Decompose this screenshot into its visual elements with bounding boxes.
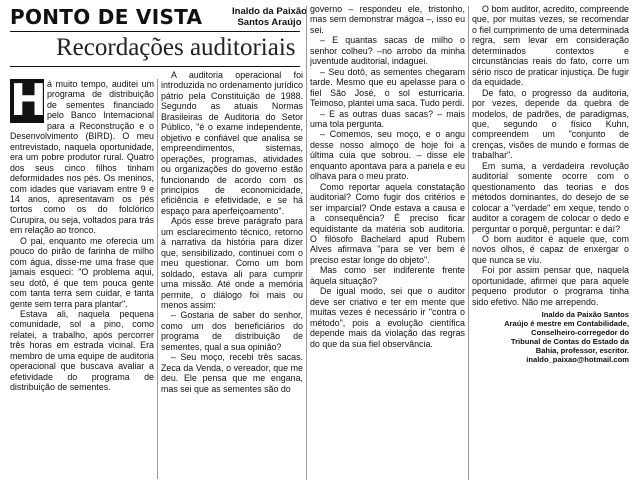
paragraph: governo – respondeu ele, tristonho, mas sem demonstrar mágoa –, isso eu sei. <box>310 4 465 35</box>
article-column-1 <box>10 79 154 480</box>
paragraph: – Seu moço, recebi três sacas. Zeca da Venda, o vereador, que me deu. Ele pensa que me engana, mas sei que as sementes são do <box>161 352 303 394</box>
article-column-2 <box>161 70 303 480</box>
author-signature <box>472 310 629 364</box>
signature-line: Conselheiro-corregedor do <box>531 328 629 338</box>
author-email: inaldo_paixao@hotmail.com <box>526 355 629 365</box>
article-title: Recordações auditoriais <box>56 34 296 61</box>
article-column-3 <box>310 4 465 480</box>
paragraph: – E as outras duas sacas? – mais uma tola pergunta. <box>310 108 465 129</box>
title-rule-bottom <box>10 66 300 67</box>
paragraph: Foi por assim pensar que, naquela oportunidade, afirmei que para aquele pequeno produtor o programa tinha sido efetivo. Não me arrependo. <box>472 265 629 307</box>
signature-line: Bahia, professor, escritor. <box>535 346 629 356</box>
signature-line: Inaldo da Paixão Santos <box>541 310 629 320</box>
drop-cap: H <box>10 79 47 126</box>
column-divider <box>157 79 158 479</box>
author-byline <box>232 6 307 28</box>
paragraph: – Seu dotô, as sementes chegaram tarde. Mesmo que eu apelasse para o fiel São José, o sol esturricaria. Teimoso, plantei uma saca. Tudo perdi. <box>310 66 465 109</box>
signature-line: Tribunal de Contas do Estado da <box>510 337 629 347</box>
paragraph: A auditoria operacional foi introduzida no ordenamento jurídico pátrio pela Constituição de 1988. Segundo as atuais Normas Brasileiras de Auditoria do Setor Público, "é o exame independente, objetivo e confiável que analisa se empreendimentos, sistemas, operações, programas, atividades ou organizações do governo estão funcionando de acordo com os princípios de economicidade, eficiência e efetividade, e se há espaço para aperfeiçoamento". <box>161 70 303 216</box>
paragraph: Como reportar aquela constatação auditorial? Como fugir dos critérios e ser imparcial? Onde estava a causa e a consequência? É preciso ficar equidistante da matéria sob auditoria. O filósofo Bachelard apud Rubem Alves afirmava "para se ver bem é preciso estar longe do objeto". <box>310 181 465 265</box>
signature-line: Araújo é mestre em Contabilidade, <box>504 319 629 329</box>
section-kicker: PONTO DE VISTA <box>10 5 203 29</box>
author-name-line-1: Inaldo da Paixão <box>232 6 307 17</box>
paragraph: – Gostaria de saber do senhor, como um dos beneficiários do programa de distribuição de sementes, qual a sua opinião? <box>161 310 303 352</box>
paragraph: Após esse breve parágrafo para um esclarecimento técnico, retorno à narrativa da história para dizer que, sensibilizado, continuei com o meu questionar. Como um bom soldado, estava ali para cumprir uma missão. Até onde a memória permite, o diálogo foi mais ou menos assim: <box>161 216 303 310</box>
paragraph: Estava ali, naquela pequena comunidade, sol a pino, como relatei, a trabalho, após percorrer três horas em estrada vicinal. Era membro de uma equipe de auditoria operacional que buscava avaliar a efetividade do programa de distribuição de sementes. <box>10 308 154 393</box>
author-name-line-2: Santos Araújo <box>237 17 302 28</box>
paragraph: O bom auditor é aquele que, com novos olhos, é capaz de enxergar o que nunca se viu. <box>472 233 629 265</box>
paragraph: O bom auditor, acredito, compreende que, por muitas vezes, se recomendar o fiel cumprimento de uma determinada regra, sem levar em consideração determinados contextos e circunstâncias reais do fato, corre um sério risco de praticar injustiça. De fugir da equidade. <box>472 4 629 88</box>
paragraph: Mas como ser indiferente frente àquela situação? <box>310 265 465 286</box>
column-divider <box>468 6 469 480</box>
paragraph: De igual modo, sei que o auditor deve ser criativo e ter em mente que muitas vezes é necessário ir "contra o método", pois a evolução científica depende mais da violação das regras do que da sua fiel observância. <box>310 286 465 349</box>
paragraph: – E quantas sacas de milho o senhor colheu? –no arrobo da minha juventude auditorial, indaguei. <box>310 35 465 67</box>
title-rule-top <box>10 31 300 32</box>
paragraph: á muito tempo, auditei um programa de distribuição de sementes financiado pelo Banco Internacional para a Reconstrução e o Desenvolvimento (BIRD). O meu entrevistado, naquela oportunidade, era um pobre produtor rural. Quatro dos seus cinco filhos tinham deformidades nos pés. Os meninos, com idades que variavam entre 9 e 14 anos, apresentavam os pés tortos como os do folclórico Curupira, ou seja, voltados para trás em relação ao tronco. <box>10 79 154 236</box>
column-divider <box>306 6 307 480</box>
article-column-4 <box>472 4 629 480</box>
paragraph: O pai, enquanto me oferecia um pouco do pirão de farinha de milho com água, disse-me uma frase que jamais esqueci: "O problema aqui, seu dotô, é que tem pouca gente com tanta terra sem cuidar, e tanta gente sem terra para plantar". <box>10 235 154 309</box>
paragraph: De fato, o progresso da auditoria, por vezes, depende da quebra de modelos, de padrões, de paradigmas, que, segundo o físico Kuhn, compreendem um "conjunto de crenças, visões de mundo e formas de trabalhar". <box>472 87 629 161</box>
paragraph: – Comemos, seu moço, e o angu desse nosso almoço de hoje foi a última cuia que sobrou. – disse ele enquanto apontava para a panela e eu olhava para o meu prato. <box>310 129 465 182</box>
paragraph: Em suma, a verdadeira revolução auditorial somente ocorre com o questionamento das teorias e dos métodos dominantes, do desejo de se colocar a "verdade" em xeque, tendo o auditor a coragem de colocar o dedo e perguntar o porquê, perguntar: e daí? <box>472 160 629 234</box>
